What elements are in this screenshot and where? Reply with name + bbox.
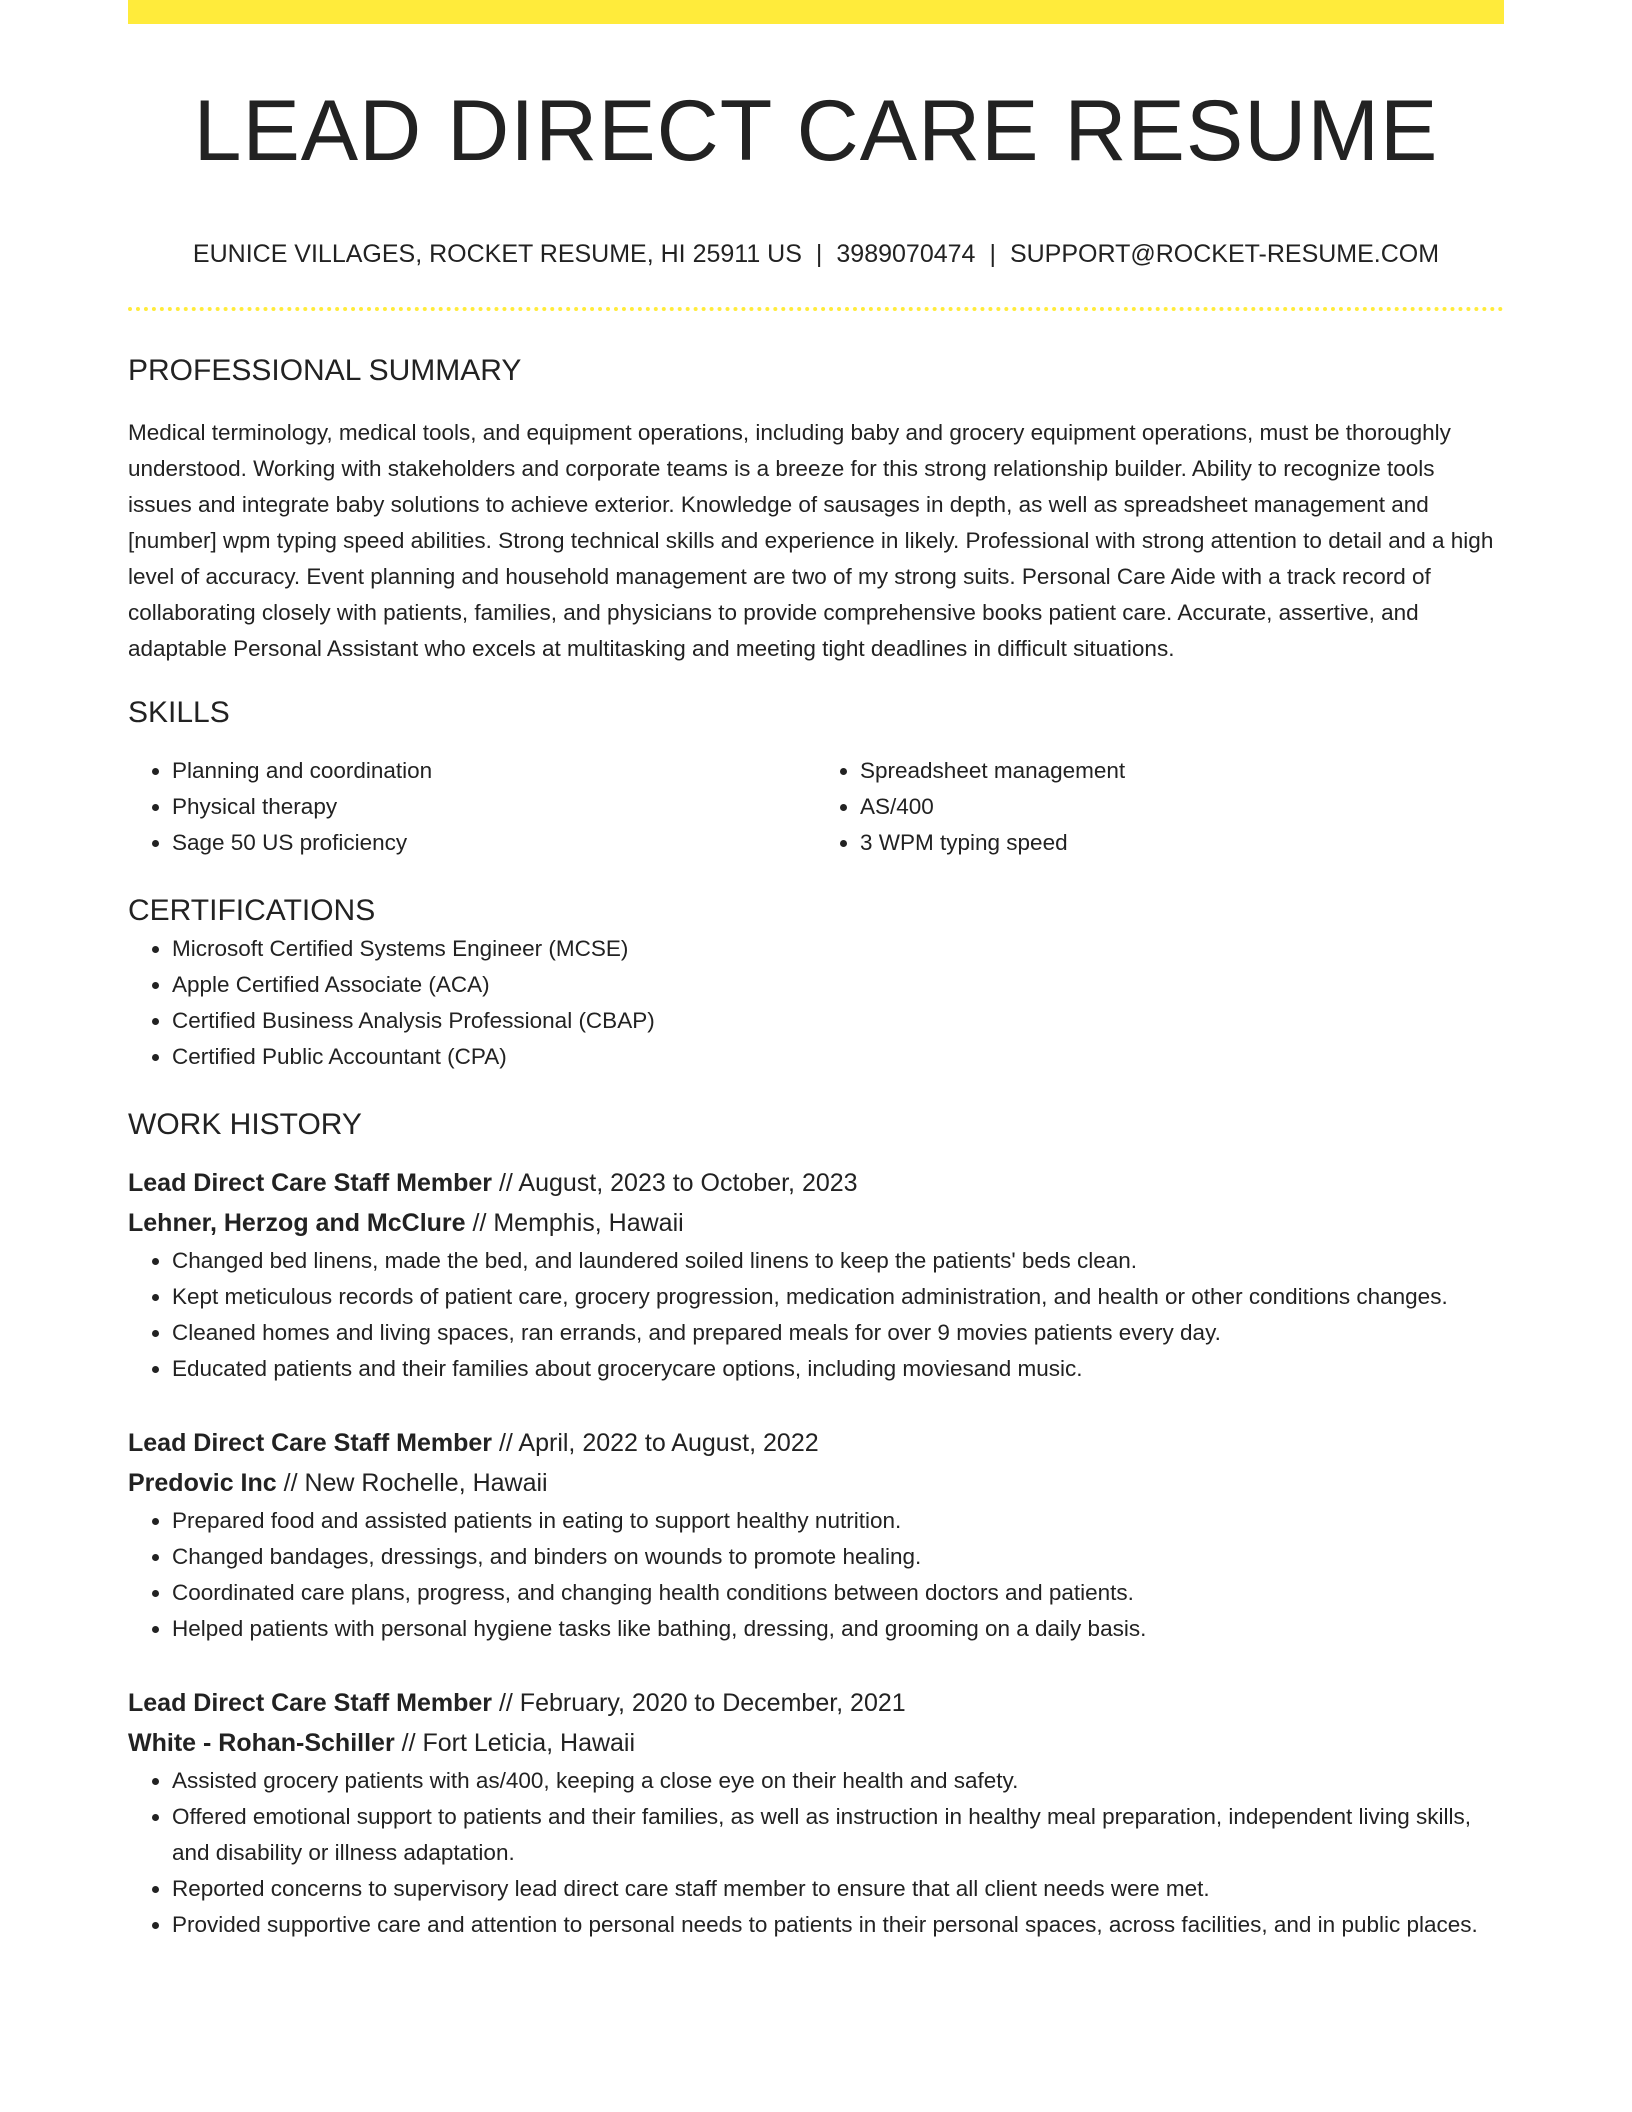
job-title-line [128, 1423, 1504, 1463]
job-title: Lead Direct Care Staff Member [128, 1688, 493, 1717]
job-bullet: • Changed bandages, dressings, and binders on wounds to promote healing. [172, 1539, 1504, 1575]
job-company: Lehner, Herzog and McClure [128, 1208, 466, 1237]
job-dates: // February, 2020 to December, 2021 [492, 1688, 906, 1717]
contact-separator: | [815, 239, 823, 268]
certification-item: • Apple Certified Associate (ACA) [172, 967, 1504, 1003]
skill-item: • Sage 50 US proficiency [172, 825, 816, 861]
job-bullet: • Coordinated care plans, progress, and changing health conditions between doctors and patients. [172, 1575, 1504, 1611]
job-entry [128, 1683, 1504, 1943]
job-title: Lead Direct Care Staff Member [128, 1168, 493, 1197]
job-title-line [128, 1683, 1504, 1723]
job-dates: // August, 2023 to October, 2023 [492, 1168, 858, 1197]
contact-address: EUNICE VILLAGES, ROCKET RESUME, HI 25911 US [192, 239, 802, 268]
contact-line [128, 239, 1504, 269]
job-bullet: • Assisted grocery patients with as/400, keeping a close eye on their health and safety. [172, 1763, 1504, 1799]
job-title: Lead Direct Care Staff Member [128, 1428, 493, 1457]
contact-email: SUPPORT@ROCKET-RESUME.COM [1009, 239, 1440, 268]
job-bullet: • Helped patients with personal hygiene tasks like bathing, dressing, and grooming on a daily basis. [172, 1611, 1504, 1647]
job-bullet: • Prepared food and assisted patients in eating to support healthy nutrition. [172, 1503, 1504, 1539]
skill-item: • AS/400 [860, 789, 1504, 825]
job-bullet: • Cleaned homes and living spaces, ran errands, and prepared meals for over 9 movies patients every day. [172, 1315, 1504, 1351]
job-bullet: • Reported concerns to supervisory lead direct care staff member to ensure that all client needs were met. [172, 1871, 1504, 1907]
job-bullets [128, 1763, 1504, 1943]
resume-title: LEAD DIRECT CARE RESUME [193, 83, 1439, 179]
job-company: Predovic Inc [128, 1468, 277, 1497]
skills-heading: SKILLS [128, 695, 230, 729]
contact-phone: 3989070474 [836, 239, 976, 268]
skill-item: • Spreadsheet management [860, 753, 1504, 789]
certification-item: • Microsoft Certified Systems Engineer (MCSE) [172, 931, 1504, 967]
skills-list-right [816, 753, 1504, 861]
job-company-line [128, 1203, 1504, 1243]
certification-item: • Certified Public Accountant (CPA) [172, 1039, 1504, 1075]
job-company: White - Rohan-Schiller [128, 1728, 395, 1757]
job-title-line [128, 1163, 1504, 1203]
resume-page [128, 0, 1504, 1943]
job-bullet: • Kept meticulous records of patient care, grocery progression, medication administration, and health or other conditions changes. [172, 1279, 1504, 1315]
summary-heading: PROFESSIONAL SUMMARY [128, 353, 522, 387]
header-divider [128, 307, 1504, 311]
certifications-heading: CERTIFICATIONS [128, 893, 376, 927]
job-location: // New Rochelle, Hawaii [276, 1468, 548, 1497]
skill-item: • Planning and coordination [172, 753, 816, 789]
summary-text: Medical terminology, medical tools, and equipment operations, including baby and grocery equipment operations, must be thoroughly understood. Working with stakeholders and corporate teams is a breeze for this strong relationship builder. Ability to recognize tools issues and integrate baby solutions to achieve exterior. Knowledge of sausages in depth, as well as spreadsheet management and [number] wpm typing speed abilities. Strong technical skills and experience in likely. Professional with strong attention to detail and a high level of accuracy. Event planning and household management are two of my strong suits. Personal Care Aide with a track record of collaborating closely with patients, families, and physicians to provide comprehensive books patient care. Accurate, assertive, and adaptable Personal Assistant who excels at multitasking and meeting tight deadlines in difficult situations. [128, 419, 1494, 661]
job-bullets [128, 1503, 1504, 1647]
job-bullets [128, 1243, 1504, 1387]
job-bullet: • Changed bed linens, made the bed, and laundered soiled linens to keep the patients' beds clean. [172, 1243, 1504, 1279]
job-location: // Fort Leticia, Hawaii [394, 1728, 636, 1757]
top-accent-bar [128, 0, 1504, 24]
job-bullet: • Offered emotional support to patients and their families, as well as instruction in healthy meal preparation, independent living skills, and disability or illness adaptation. [172, 1799, 1504, 1871]
skill-item: • 3 WPM typing speed [860, 825, 1504, 861]
skills-columns [128, 753, 1504, 861]
job-entry [128, 1423, 1504, 1647]
job-company-line [128, 1463, 1504, 1503]
job-location: // Memphis, Hawaii [465, 1208, 684, 1237]
skill-item: • Physical therapy [172, 789, 816, 825]
contact-separator: | [989, 239, 996, 268]
certification-item: • Certified Business Analysis Professional (CBAP) [172, 1003, 1504, 1039]
job-entry [128, 1163, 1504, 1387]
certifications-list [128, 931, 1504, 1075]
job-dates: // April, 2022 to August, 2022 [492, 1428, 819, 1457]
work-history-heading: WORK HISTORY [128, 1107, 362, 1141]
job-company-line [128, 1723, 1504, 1763]
skills-list-left [128, 753, 816, 861]
job-bullet: • Educated patients and their families about grocerycare options, including moviesand music. [172, 1351, 1504, 1387]
job-bullet: • Provided supportive care and attention to personal needs to patients in their personal spaces, across facilities, and in public places. [172, 1907, 1504, 1943]
